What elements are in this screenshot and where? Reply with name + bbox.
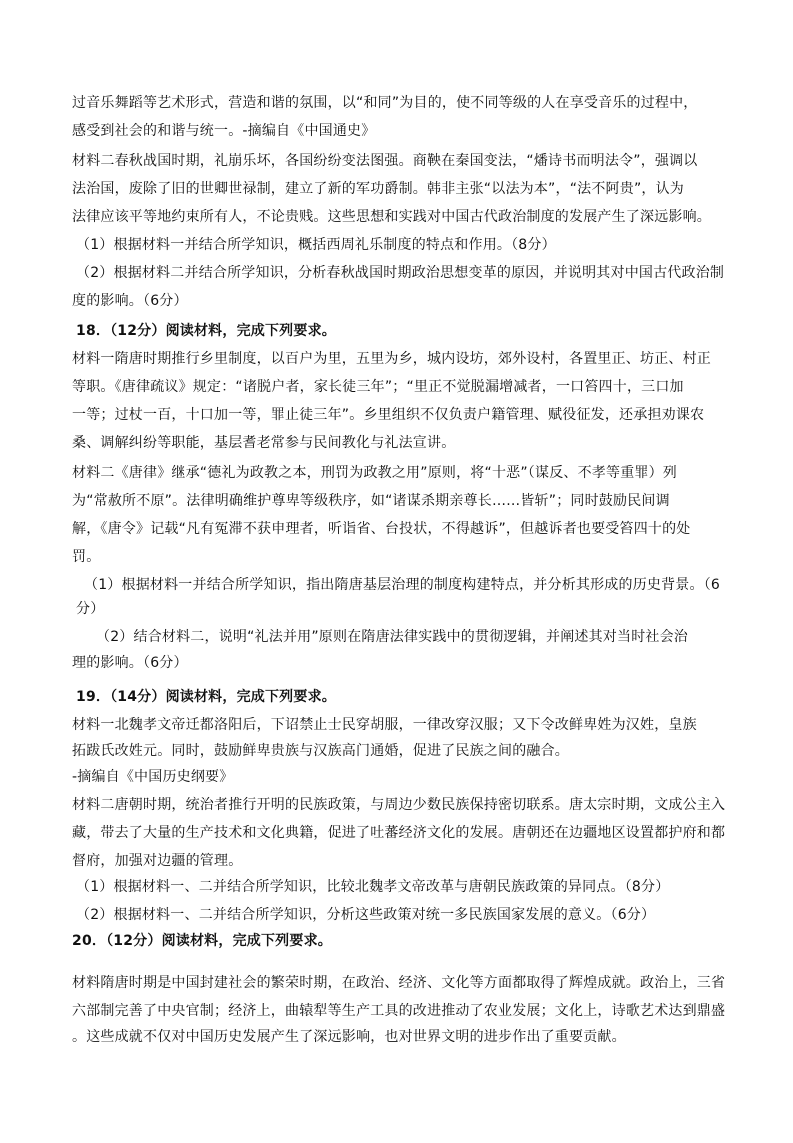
text-line: 法律应该平等地约束所有人，不论贵贱。这些思想和实践对中国古代政治制度的发展产生了深远影响。 xyxy=(72,209,711,225)
text-line: 桑、调解纠纷等职能，基层耆老常参与民间教化与礼法宣讲。 xyxy=(72,435,456,451)
text-line: 等职。《唐律疏议》规定：“诸脱户者，家长徒三年”；“里正不觉脱漏增减者，一口笞四十，三口加 xyxy=(72,379,684,395)
text-line: 材料二春秋战国时期，礼崩乐坏，各国纷纷变法图强。商鞅在秦国变法，“燔诗书而明法令”，强调以 xyxy=(72,153,698,169)
question-heading: 20．（12分）阅读材料，完成下列要求。 xyxy=(72,933,332,949)
text-line: 藏，带去了大量的生产技术和文化典籍，促进了吐蕃经济文化的发展。唐朝还在边疆地区设置都护府和都 xyxy=(72,825,726,841)
question-heading: 19．（14分）阅读材料，完成下列要求。 xyxy=(76,689,336,705)
question-heading: 18．（12分）阅读材料，完成下列要求。 xyxy=(76,323,336,339)
text-line: 法治国，废除了旧的世卿世禄制，建立了新的军功爵制。韩非主张“以法为本”，“法不阿贵”，认为 xyxy=(72,181,685,197)
text-line: 拓跋氏改姓元。同时，鼓励鲜卑贵族与汉族高门通婚，促进了民族之间的融合。 xyxy=(72,743,569,759)
question-item: （1）根据材料一并结合所学知识，指出隋唐基层治理的制度构建特点，并分析其形成的历史背景。（6 xyxy=(84,577,721,593)
question-item: （2）根据材料二并结合所学知识，分析春秋战国时期政治思想变革的原因，并说明其对中国古代政治制 xyxy=(76,265,725,281)
text-line: 材料隋唐时期是中国封建社会的繁荣时期，在政治、经济、文化等方面都取得了辉煌成就。政治上，三省 xyxy=(72,975,726,991)
text-line: 材料一北魏孝文帝迁都洛阳后，下诏禁止士民穿胡服，一律改穿汉服；又下令改鲜卑姓为汉姓，皇族 xyxy=(72,717,697,733)
text-line: 理的影响。（6分） xyxy=(72,655,188,671)
source-citation: -摘编自《中国历史纲要》 xyxy=(72,769,234,785)
text-line: 罚。 xyxy=(72,549,101,565)
text-line: 一等；过杖一百，十口加一等，罪止徒三年”。乡里组织不仅负责户籍管理、赋役征发，还承担劝课农 xyxy=(72,407,705,423)
question-item: （1）根据材料一、二并结合所学知识，比较北魏孝文帝改革与唐朝民族政策的异同点。（8分） xyxy=(76,879,670,895)
text-line: 度的影响。（6分） xyxy=(72,293,188,309)
text-line: 材料一隋唐时期推行乡里制度，以百户为里，五里为乡，城内设坊，郊外设村，各置里正、坊正、村正 xyxy=(72,351,711,367)
text-line: 材料二《唐律》继承“德礼为政教之本，刑罚为政教之用”原则，将“十恶”（谋反、不孝等重罪）列 xyxy=(72,465,678,481)
question-item: （1）根据材料一并结合所学知识，概括西周礼乐制度的特点和作用。（8分） xyxy=(76,237,556,253)
text-line: 。这些成就不仅对中国历史发展产生了深远影响，也对世界文明的进步作出了重要贡献。 xyxy=(72,1029,626,1045)
text-line: 分） xyxy=(76,601,105,617)
question-item: （2）根据材料一、二并结合所学知识，分析这些政策对统一多民族国家发展的意义。（6分） xyxy=(76,907,656,923)
text-line: 材料二唐朝时期，统治者推行开明的民族政策，与周边少数民族保持密切联系。唐太宗时期，文成公主入 xyxy=(72,797,726,813)
text-line: 督府，加强对边疆的管理。 xyxy=(72,853,243,869)
question-item: （2）结合材料二，说明“礼法并用”原则在隋唐法律实践中的贯彻逻辑，并阐述其对当时社会治 xyxy=(96,629,689,645)
text-line: 六部制完善了中央官制；经济上，曲辕犁等生产工具的改进推动了农业发展；文化上，诗歌艺术达到鼎盛 xyxy=(72,1003,726,1019)
text-line: 过音乐舞蹈等艺术形式，营造和谐的氛围，以“和同”为目的，使不同等级的人在享受音乐的过程中， xyxy=(72,95,698,111)
text-line: 解，《唐令》记载“凡有冤滞不获申理者，听诣省、台投状，不得越诉”，但越诉者也要受笞四十的处 xyxy=(72,521,691,537)
text-line: 为“常赦所不原”。法律明确维护尊卑等级秩序，如“诸谋杀期亲尊长……皆斩”；同时鼓励民间调 xyxy=(72,493,670,509)
text-line: 感受到社会的和谐与统一。-摘编自《中国通史》 xyxy=(72,123,376,139)
